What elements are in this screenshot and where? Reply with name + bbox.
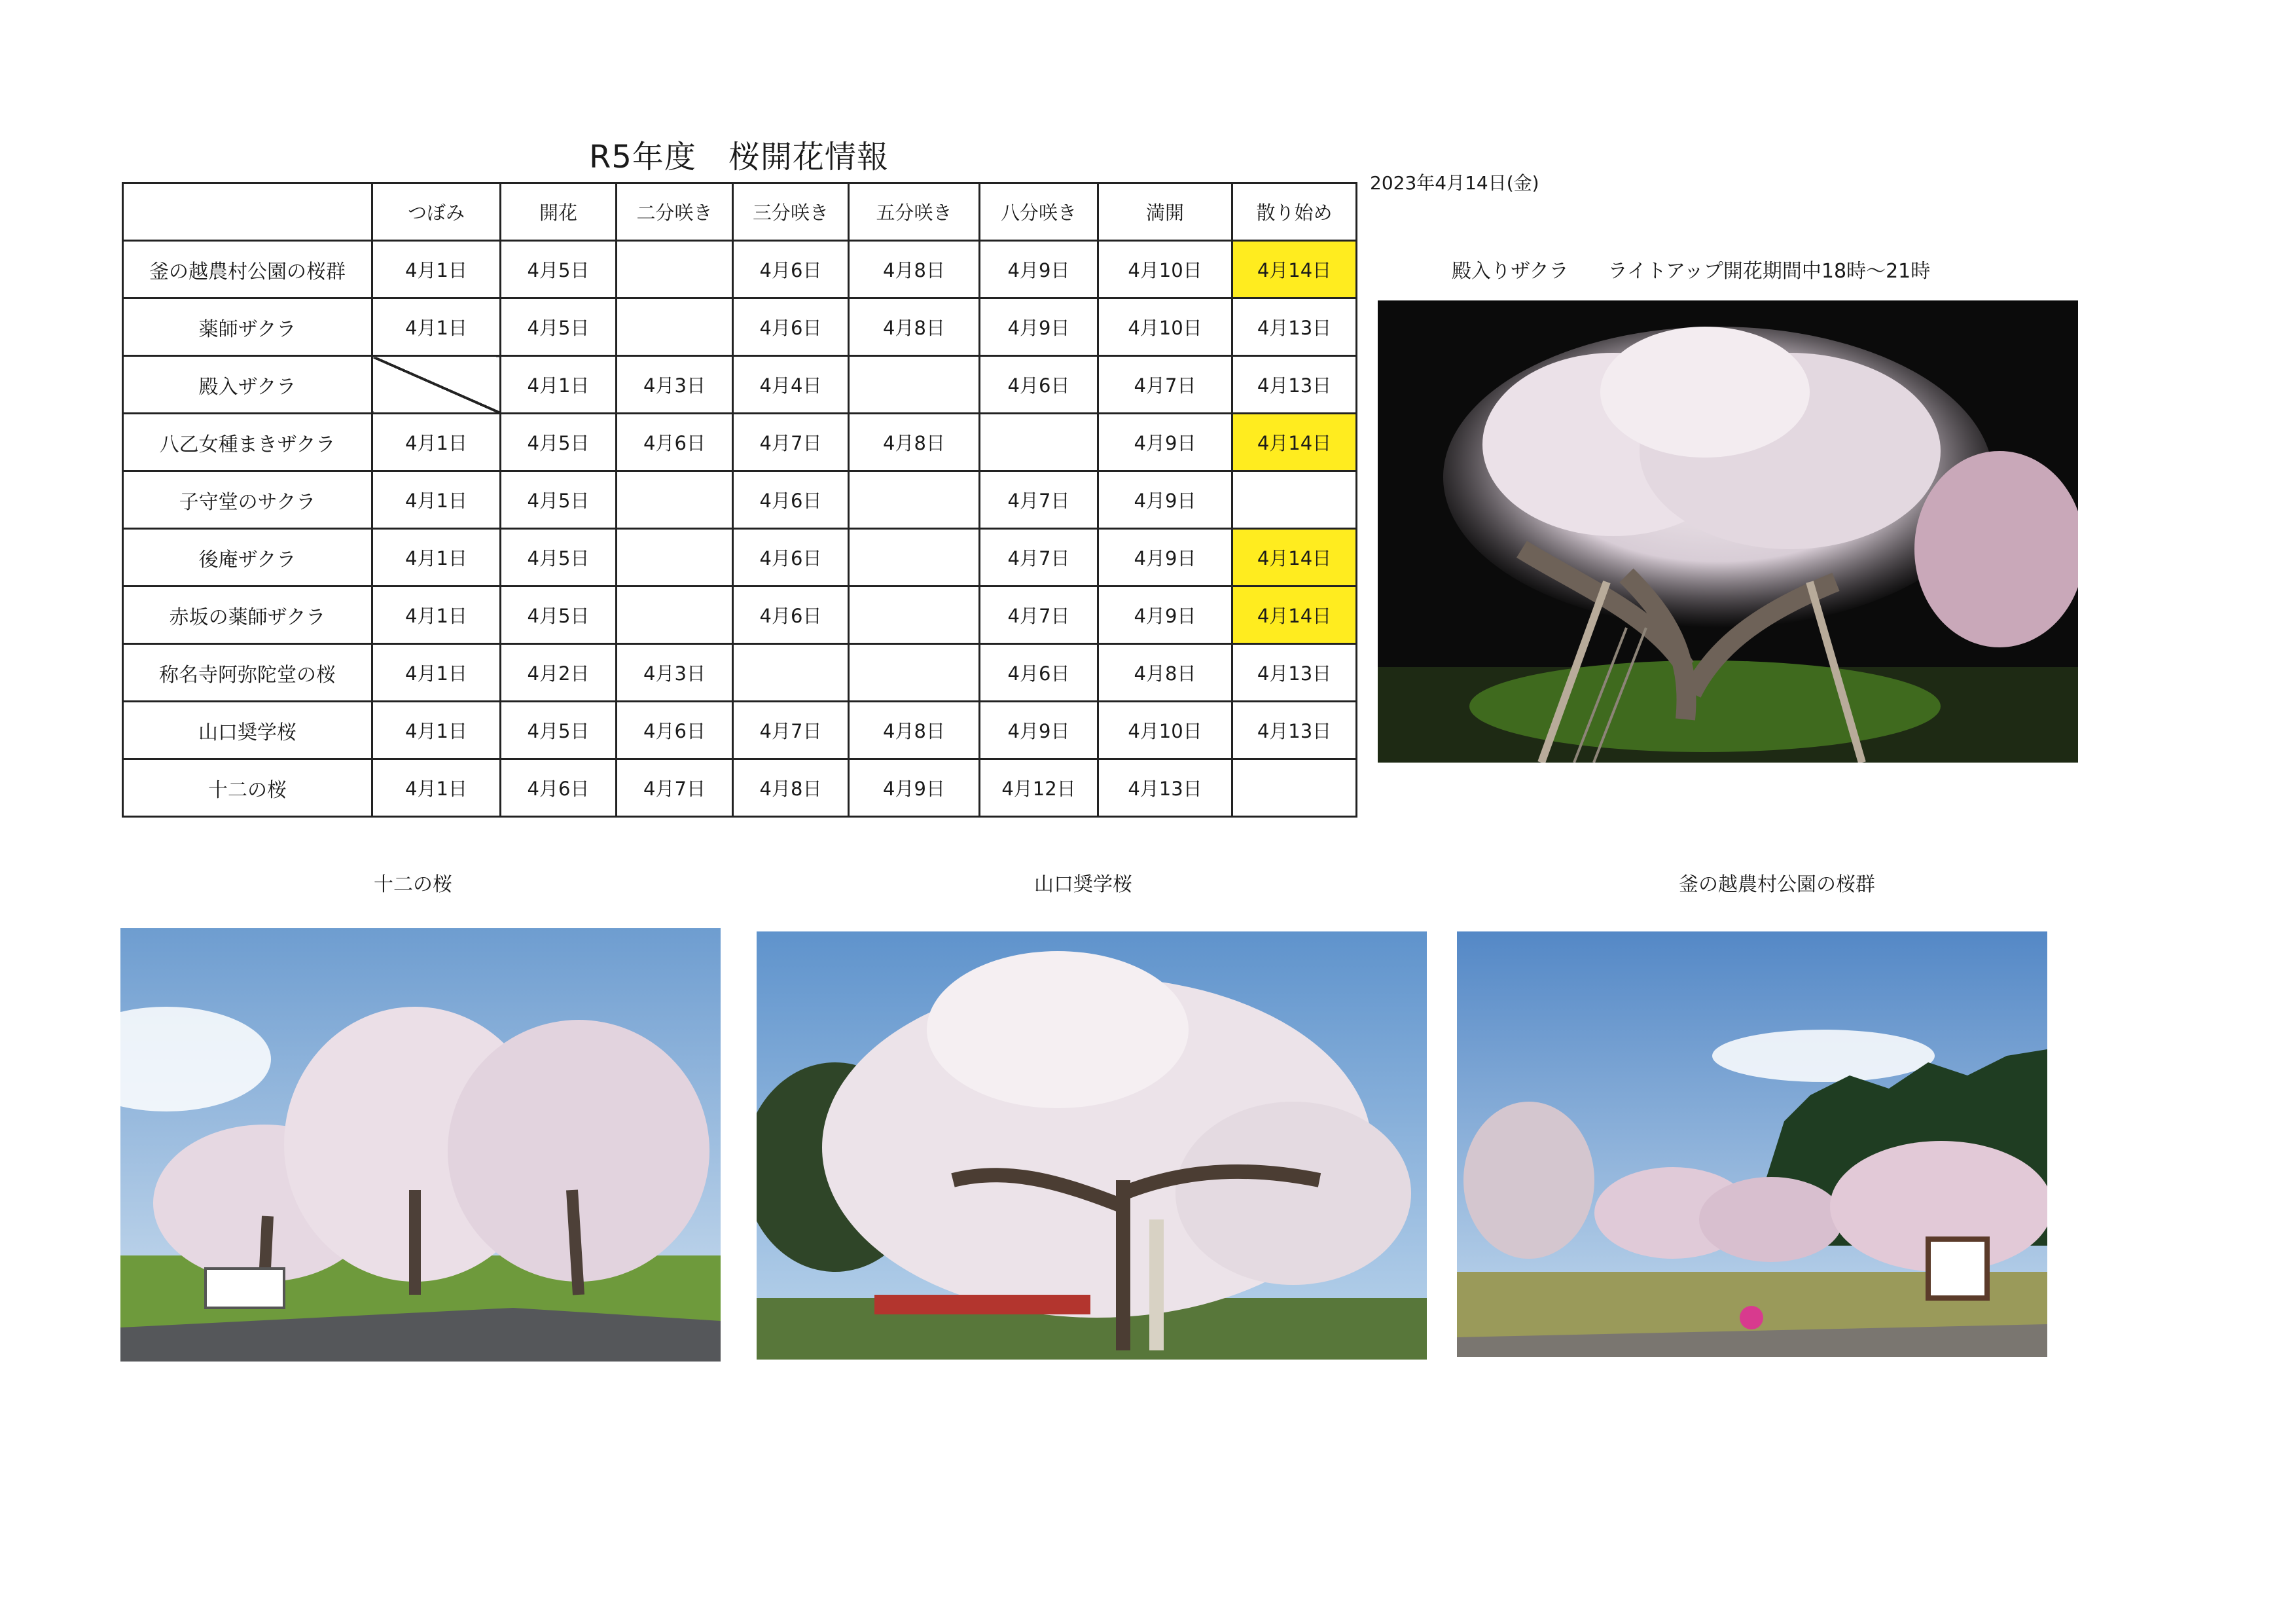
header-cell-stage: 散り始め xyxy=(1232,183,1357,241)
row-location-name: 薬師ザクラ xyxy=(123,298,372,356)
bloom-status-table xyxy=(122,182,1357,818)
bloom-date-cell xyxy=(849,529,980,586)
table-row xyxy=(123,702,1357,759)
row-location-name: 山口奨学桜 xyxy=(123,702,372,759)
bloom-date-cell: 4月9日 xyxy=(980,241,1098,298)
bloom-date-cell: 4月5日 xyxy=(501,586,617,644)
bloom-date-cell: 4月6日 xyxy=(617,414,733,471)
bloom-date-cell: 4月5日 xyxy=(501,241,617,298)
bloom-date-cell: 4月10日 xyxy=(1098,702,1232,759)
bloom-date-cell: 4月1日 xyxy=(372,298,501,356)
bloom-date-cell: 4月6日 xyxy=(501,759,617,817)
bloom-date-cell: 4月7日 xyxy=(980,586,1098,644)
photo-kamanokoshi-sakura xyxy=(1457,931,2047,1357)
bloom-date-cell: 4月9日 xyxy=(1098,414,1232,471)
row-location-name: 十二の桜 xyxy=(123,759,372,817)
bloom-date-cell: 4月8日 xyxy=(733,759,849,817)
bloom-date-cell xyxy=(849,644,980,702)
bloom-date-cell: 4月6日 xyxy=(733,298,849,356)
photo-juni-sakura xyxy=(120,928,721,1362)
bloom-date-cell: 4月12日 xyxy=(980,759,1098,817)
bloom-date-cell: 4月9日 xyxy=(980,298,1098,356)
bloom-date-cell: 4月6日 xyxy=(617,702,733,759)
bloom-date-cell: 4月13日 xyxy=(1232,644,1357,702)
bloom-date-cell: 4月8日 xyxy=(849,702,980,759)
bloom-date-cell xyxy=(617,586,733,644)
header-cell-stage: 八分咲き xyxy=(980,183,1098,241)
bloom-date-cell: 4月1日 xyxy=(372,414,501,471)
bloom-date-cell: 4月5日 xyxy=(501,298,617,356)
bloom-date-cell: 4月14日 xyxy=(1232,586,1357,644)
bloom-date-cell: 4月9日 xyxy=(1098,529,1232,586)
header-cell-stage: 満開 xyxy=(1098,183,1232,241)
bloom-date-cell: 4月13日 xyxy=(1232,702,1357,759)
bloom-date-cell: 4月7日 xyxy=(733,702,849,759)
bloom-date-cell: 4月6日 xyxy=(733,471,849,529)
bloom-date-cell: 4月7日 xyxy=(733,414,849,471)
bloom-date-cell: 4月7日 xyxy=(617,759,733,817)
table-row xyxy=(123,529,1357,586)
table-row xyxy=(123,471,1357,529)
table-row xyxy=(123,414,1357,471)
bloom-date-cell xyxy=(617,471,733,529)
caption-tonoiri-sakura: 殿入りザクラ ライトアップ開花期間中18時～21時 xyxy=(1452,260,1931,283)
bloom-date-cell xyxy=(617,529,733,586)
table-row xyxy=(123,644,1357,702)
photo-tonoiri-sakura-night xyxy=(1378,300,2078,763)
bloom-date-cell xyxy=(372,356,501,414)
table-row xyxy=(123,356,1357,414)
bloom-date-cell: 4月6日 xyxy=(733,241,849,298)
bloom-date-cell: 4月10日 xyxy=(1098,298,1232,356)
bloom-date-cell: 4月5日 xyxy=(501,702,617,759)
bloom-date-cell: 4月5日 xyxy=(501,414,617,471)
bloom-date-cell xyxy=(617,298,733,356)
bloom-date-cell: 4月6日 xyxy=(980,356,1098,414)
row-location-name: 釜の越農村公園の桜群 xyxy=(123,241,372,298)
bloom-date-cell: 4月14日 xyxy=(1232,241,1357,298)
caption-juni-sakura: 十二の桜 xyxy=(374,873,452,896)
page-title: R5年度 桜開花情報 xyxy=(589,139,889,175)
caption-kamanokoshi-sakura: 釜の越農村公園の桜群 xyxy=(1679,873,1875,896)
bloom-date-cell: 4月7日 xyxy=(980,529,1098,586)
bloom-date-cell xyxy=(1232,759,1357,817)
bloom-date-cell: 4月1日 xyxy=(372,471,501,529)
bloom-date-cell xyxy=(849,471,980,529)
bloom-date-cell: 4月13日 xyxy=(1098,759,1232,817)
bloom-date-cell: 4月8日 xyxy=(849,298,980,356)
table-header-row xyxy=(123,183,1357,241)
bloom-date-cell: 4月4日 xyxy=(733,356,849,414)
header-cell-stage: つぼみ xyxy=(372,183,501,241)
bloom-date-cell: 4月9日 xyxy=(980,702,1098,759)
bloom-date-cell: 4月8日 xyxy=(849,414,980,471)
bloom-date-cell: 4月6日 xyxy=(733,529,849,586)
bloom-date-cell: 4月9日 xyxy=(1098,471,1232,529)
bloom-date-cell: 4月9日 xyxy=(849,759,980,817)
bloom-date-cell: 4月14日 xyxy=(1232,414,1357,471)
bloom-date-cell: 4月10日 xyxy=(1098,241,1232,298)
bloom-date-cell: 4月1日 xyxy=(372,644,501,702)
bloom-date-cell xyxy=(849,586,980,644)
bloom-date-cell xyxy=(1232,471,1357,529)
bloom-date-cell: 4月5日 xyxy=(501,471,617,529)
bloom-date-cell: 4月6日 xyxy=(733,586,849,644)
header-cell-stage: 二分咲き xyxy=(617,183,733,241)
table-row xyxy=(123,241,1357,298)
bloom-date-cell: 4月6日 xyxy=(980,644,1098,702)
row-location-name: 子守堂のサクラ xyxy=(123,471,372,529)
row-location-name: 称名寺阿弥陀堂の桜 xyxy=(123,644,372,702)
bloom-date-cell xyxy=(733,644,849,702)
bloom-date-cell: 4月1日 xyxy=(372,241,501,298)
table-row xyxy=(123,298,1357,356)
header-cell-stage: 開花 xyxy=(501,183,617,241)
bloom-date-cell xyxy=(980,414,1098,471)
bloom-date-cell: 4月14日 xyxy=(1232,529,1357,586)
photo-yamaguchi-sakura xyxy=(757,931,1427,1360)
bloom-date-cell xyxy=(849,356,980,414)
header-cell-stage: 三分咲き xyxy=(733,183,849,241)
bloom-date-cell: 4月9日 xyxy=(1098,586,1232,644)
row-location-name: 後庵ザクラ xyxy=(123,529,372,586)
bloom-date-cell: 4月2日 xyxy=(501,644,617,702)
row-location-name: 殿入ザクラ xyxy=(123,356,372,414)
bloom-date-cell: 4月7日 xyxy=(980,471,1098,529)
bloom-date-cell: 4月1日 xyxy=(372,702,501,759)
header-cell-blank xyxy=(123,183,372,241)
table-row xyxy=(123,586,1357,644)
bloom-date-cell: 4月7日 xyxy=(1098,356,1232,414)
bloom-date-cell: 4月1日 xyxy=(372,529,501,586)
bloom-date-cell: 4月3日 xyxy=(617,356,733,414)
bloom-date-cell: 4月1日 xyxy=(372,586,501,644)
row-location-name: 赤坂の薬師ザクラ xyxy=(123,586,372,644)
bloom-date-cell: 4月3日 xyxy=(617,644,733,702)
bloom-date-cell xyxy=(617,241,733,298)
bloom-date-cell: 4月8日 xyxy=(849,241,980,298)
bloom-date-cell: 4月1日 xyxy=(372,759,501,817)
caption-yamaguchi-sakura: 山口奨学桜 xyxy=(1034,873,1132,896)
bloom-date-cell: 4月13日 xyxy=(1232,356,1357,414)
bloom-date-cell: 4月13日 xyxy=(1232,298,1357,356)
table-row xyxy=(123,759,1357,817)
document-date: 2023年4月14日(金) xyxy=(1370,172,1539,194)
bloom-date-cell: 4月1日 xyxy=(501,356,617,414)
bloom-date-cell: 4月5日 xyxy=(501,529,617,586)
header-cell-stage: 五分咲き xyxy=(849,183,980,241)
row-location-name: 八乙女種まきザクラ xyxy=(123,414,372,471)
bloom-date-cell: 4月8日 xyxy=(1098,644,1232,702)
